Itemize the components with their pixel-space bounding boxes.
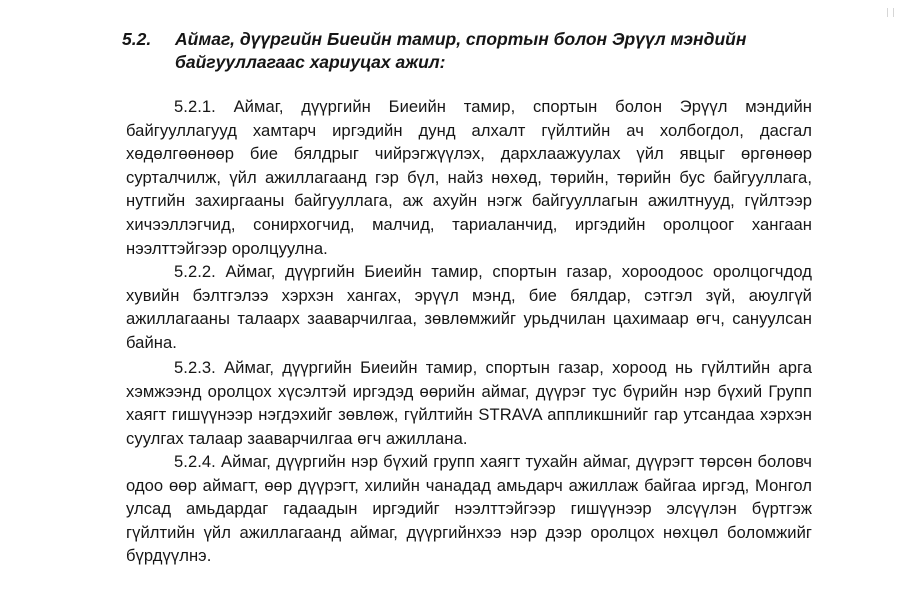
paragraph-5-2-3: 5.2.3. Аймаг, дүүргийн Биеийн тамир, спортын газар, хороод нь гүйлтийн арга хэмжээнд оролцох хүсэлтэй иргэдэд өөрийн аймаг, дүүрэг тус бүрийн нэр бүхий Групп хаягт гишүүнээр нэгдэхийг зөвлөж, гүйлтийн STRAVA аппликшнийг гар утсандаа хэрхэн суулгах талаар зааварчилгаа өгч ажиллана. (126, 358, 812, 448)
paragraph-5-2-1: 5.2.1. Аймаг, дүүргийн Биеийн тамир, спортын болон Эрүүл мэндийн байгууллагууд хамтарч иргэдийн дунд алхалт гүйлтийн ач холбогдол, дасгал хөдөлгөөнөөр бие бялдрыг чийрэгжүүлэх, дархлаажуулах үйл явцыг өргөнөөр сурталчилж, үйл ажиллагаанд гэр бүл, найз нөхөд, төрийн, төрийн бус байгууллага, нутгийн захиргааны байгууллага, аж ахуйн нэгж байгууллагын ажилтнууд, гүйлтээр хичээллэгчид, сонирхогчид, малчид, тариаланчид, иргэдийн оролцоог хангаан нээлттэйгээр оролцуулна. (126, 97, 812, 258)
paragraph-5-2-4: 5.2.4. Аймаг, дүүргийн нэр бүхий групп хаягт тухайн аймаг, дүүрэгт төрсөн боловч одоо өөр аймагт, өөр дүүрэгт, хилийн чанадад амьдарч ажиллаж байгаа иргэд, Монгол улсад амьдардаг гадаадын иргэдийг нээлттэйгээр гишүүнээр элсүүлэн бүртгэж гүйлтийн үйл ажиллагаанд аймаг, дүүргийнхээ нэр дээр оролцох нөхцөл боломжийг бүрдүүлнэ. (126, 452, 812, 566)
section-number: 5.2. (122, 29, 152, 49)
section-title: Аймаг, дүүргийн Биеийн тамир, спортын болон Эрүүл мэндийн байгууллагаас хариуцах ажил: (175, 29, 747, 72)
scan-mark (887, 8, 894, 17)
paragraph-5-2-2: 5.2.2. Аймаг, дүүргийн Биеийн тамир, спортын газар, хороодоос оролцогчдод хувийн бэлтгэлээ хэрхэн хангах, эрүүл мэнд, бие бялдар, сэтгэл зүй, аюулгүй ажиллагааны талаарх зааварчилгаа, зөвлөмжийг урьдчилан цахимаар өгч, сануулсан байна. (126, 262, 812, 352)
